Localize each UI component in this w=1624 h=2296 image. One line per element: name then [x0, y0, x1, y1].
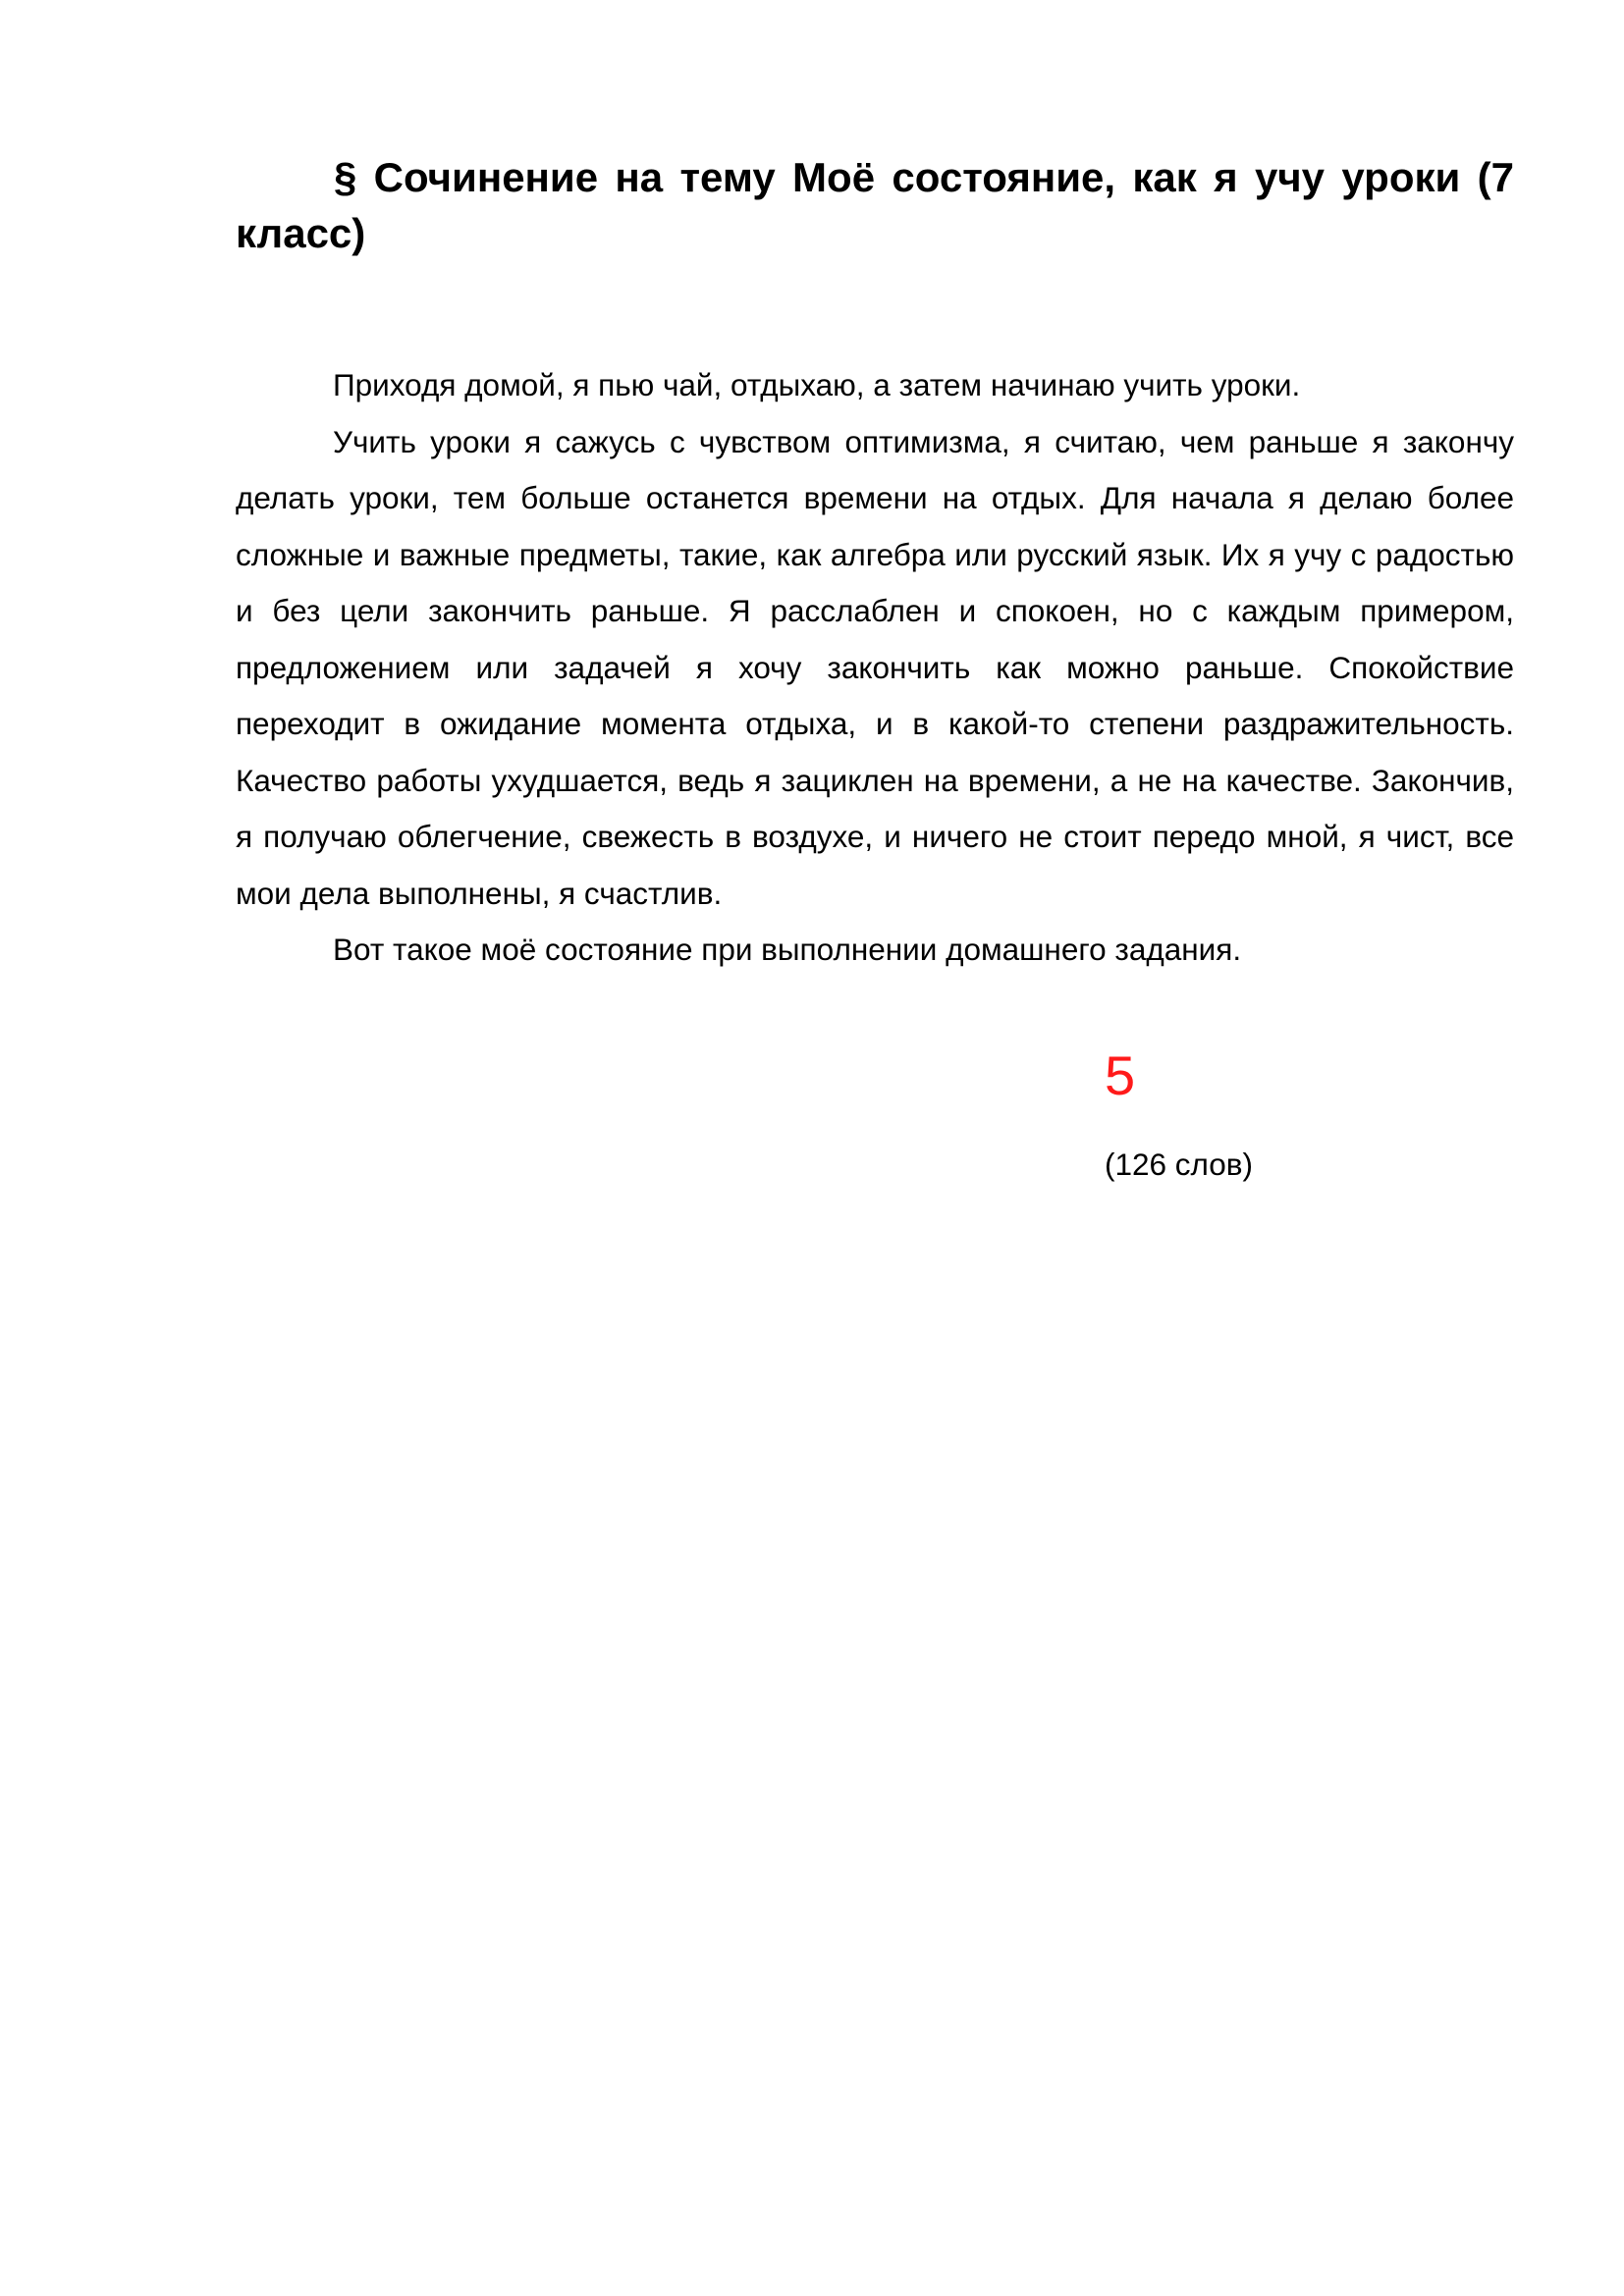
grade-mark: 5: [1105, 1044, 1136, 1106]
word-count: (126 слов): [1105, 1147, 1254, 1182]
essay-body: [236, 357, 1514, 979]
paragraph-intro: Приходя домой, я пью чай, отдыхаю, а затем начинаю учить уроки.: [333, 367, 1301, 402]
paragraph-main: Учить уроки я сажусь с чувством оптимизма, я считаю, чем раньше я закончу делать уроки, тем больше останется времени на отдых. Для начала я делаю более сложные и важные предметы, такие, как алгебра или русский язык. Их я учу с радостью и без цели закончить раньше. Я расслаблен и спокоен, но с каждым примером, предложением или задачей я хочу закончить как можно раньше. Спокойствие переходит в ожидание момента отдыха, и в какой-то степени раздражительность. Качество работы ухудшается, ведь я зациклен на времени, а не на качестве. Закончив, я получаю облегчение, свежесть в воздухе, и ничего не стоит передо мной, я чист, все мои дела выполнены, я счастлив.: [236, 423, 1514, 911]
paragraph-conclusion: Вот такое моё состояние при выполнении домашнего задания.: [333, 932, 1242, 967]
essay-title: § Сочинение на тему Моё состояние, как я учу уроки (7 класс): [236, 154, 1514, 256]
